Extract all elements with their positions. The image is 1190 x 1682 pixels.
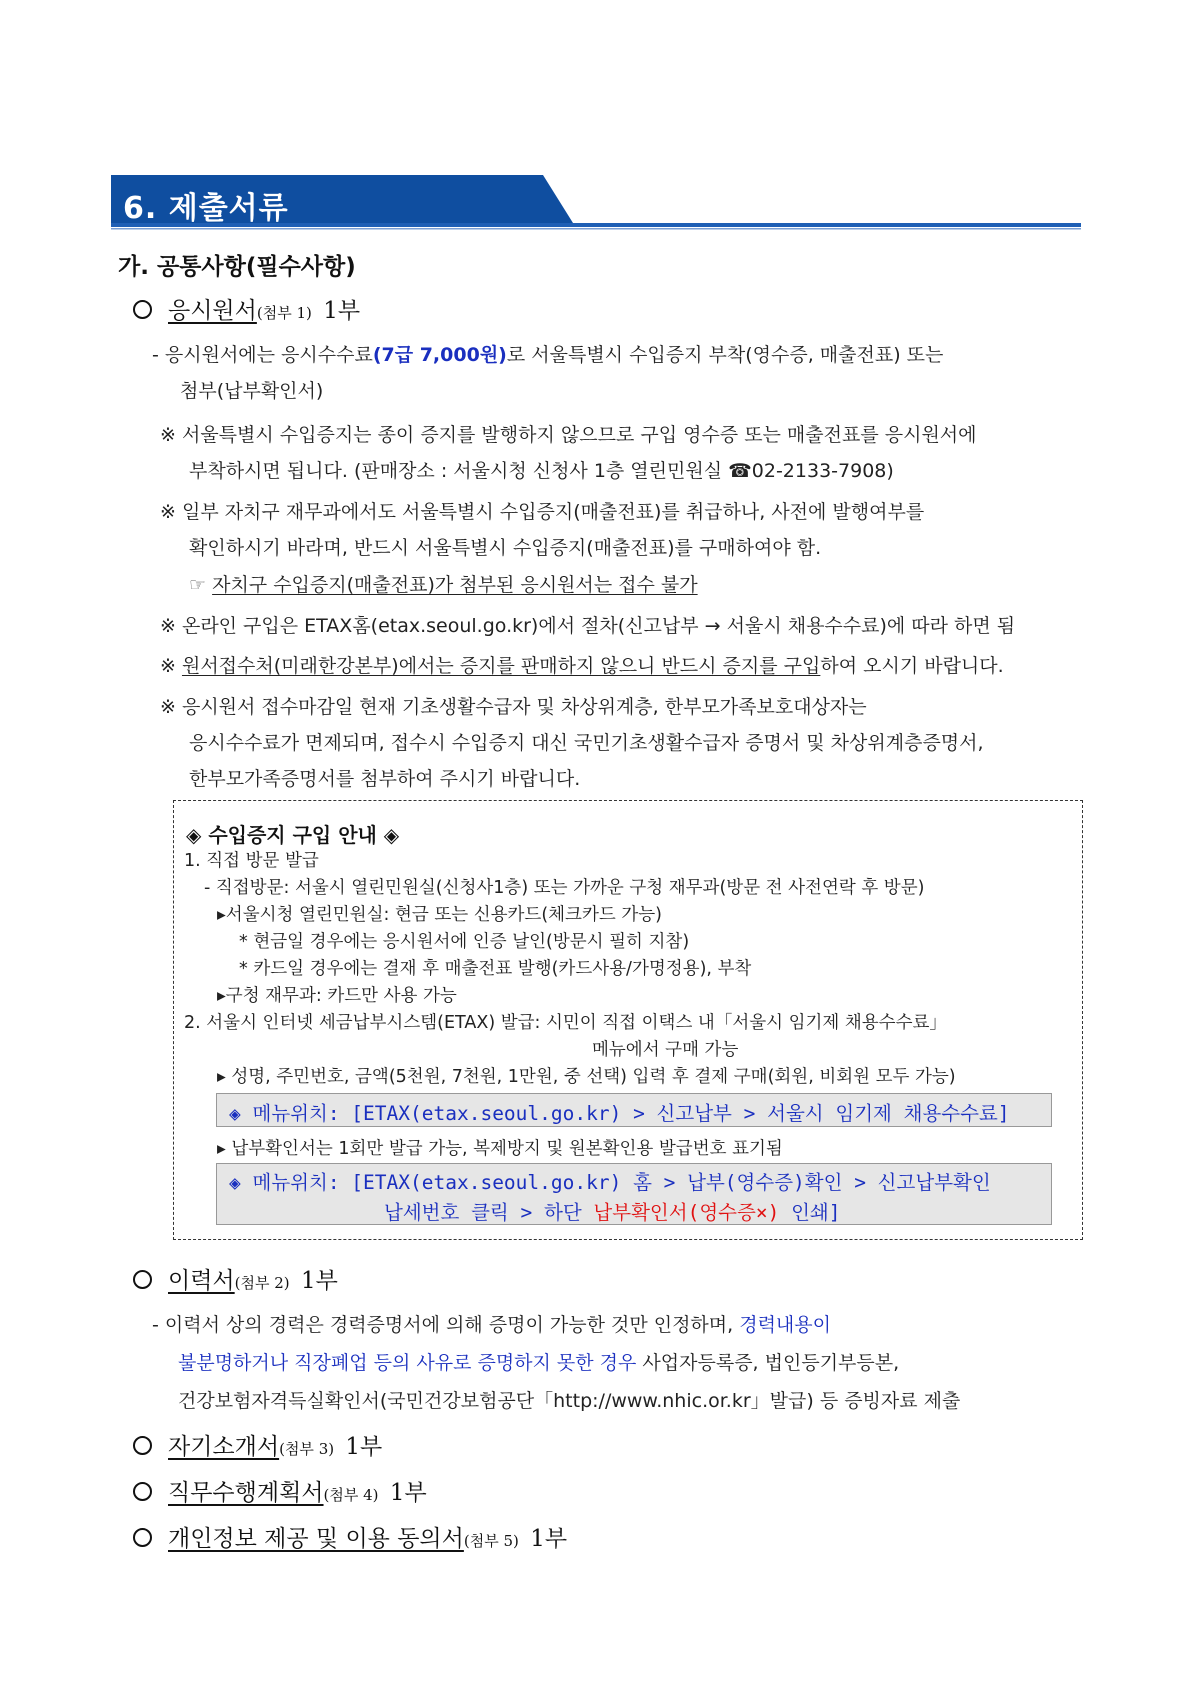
circle-bullet-icon	[133, 1528, 152, 1547]
circle-bullet-icon	[133, 300, 152, 319]
circle-bullet-icon	[133, 1270, 152, 1289]
info-line: 2. 서울시 인터넷 세금납부시스템(ETAX) 발급: 시민이 직접 이택스 내「서울시 임기제 채용수수료」	[184, 1013, 947, 1033]
section-header	[111, 175, 1081, 231]
note-5-line-2: 응시수수료가 면제되며, 접수시 수입증지 대신 국민기초생활수급자 증명서 및 차상위계층증명서,	[189, 732, 984, 754]
note-2-line-2: 확인하시기 바라며, 반드시 서울특별시 수입증지(매출전표)를 구매하여야 함.	[189, 537, 822, 559]
pointing-hand-icon: ☞	[189, 574, 207, 596]
resume-line-1: - 이력서 상의 경력은 경력증명서에 의해 증명이 가능한 것만 인정하며, 경력내용이	[152, 1314, 831, 1336]
subsection-heading: 가. 공통사항(필수사항)	[118, 254, 356, 280]
note-1-line-2: 부착하시면 됩니다. (판매장소 : 서울시청 신청사 1층 열린민원실 ☎02-2133-7908)	[189, 460, 894, 482]
menu-location-text-2: 납세번호 클릭 > 하단 납부확인서(영수증×) 인쇄]	[384, 1201, 841, 1224]
doc-item-resume: 이력서(첨부 2) 1부	[133, 1262, 338, 1295]
info-box-title: ◈ 수입증지 구입 안내 ◈	[186, 823, 400, 847]
circle-bullet-icon	[133, 1436, 152, 1455]
doc-item-self-introduction: 자기소개서(첨부 3) 1부	[133, 1428, 382, 1461]
section-title: 6. 제출서류	[123, 191, 289, 226]
fee-amount: (7급 7,000원)	[372, 344, 507, 366]
info-line: - 직접방문: 서울시 열린민원실(신청사1층) 또는 가까운 구청 재무과(방문 전 사전연락 후 방문)	[204, 878, 925, 898]
note-2-line-3: ☞ 자치구 수입증지(매출전표)가 첨부된 응시원서는 접수 불가	[189, 574, 698, 596]
info-line: * 카드일 경우에는 결재 후 매출전표 발행(카드사용/가명정용), 부착	[239, 959, 752, 979]
info-line: ▸ 성명, 주민번호, 금액(5천원, 7천원, 1만원, 중 선택) 입력 후 결제 구매(회원, 비회원 모두 가능)	[217, 1067, 956, 1087]
application-fee-line-2: 첨부(납부확인서)	[180, 380, 324, 402]
note-1-line-1: ※ 서울특별시 수입증지는 종이 증지를 발행하지 않으므로 구입 영수증 또는 매출전표를 응시원서에	[160, 424, 977, 446]
info-line: * 현금일 경우에는 응시원서에 인증 날인(방문시 필히 지참)	[239, 932, 690, 952]
doc-item-privacy-consent: 개인정보 제공 및 이용 동의서(첨부 5) 1부	[133, 1520, 567, 1553]
info-line: 메뉴에서 구매 가능	[592, 1040, 739, 1060]
note-5-line-1: ※ 응시원서 접수마감일 현재 기초생활수급자 및 차상위계층, 한부모가족보호대상자는	[160, 696, 867, 718]
menu-location-box-1	[216, 1093, 1052, 1127]
menu-location-box-2	[216, 1163, 1052, 1225]
note-2-line-1: ※ 일부 자치구 재무과에서도 서울특별시 수입증지(매출전표)를 취급하나, 사전에 발행여부를	[160, 501, 925, 523]
info-line: ▸구청 재무과: 카드만 사용 가능	[217, 986, 457, 1006]
note-4: ※ 원서접수처(미래한강본부)에서는 증지를 판매하지 않으니 반드시 증지를 구입하여 오시기 바랍니다.	[160, 655, 1004, 677]
menu-location-text: ◈ 메뉴위치: [ETAX(etax.seoul.go.kr) 홈 > 납부(영수증)확인 > 신고납부확인	[229, 1171, 991, 1194]
info-line: 1. 직접 방문 발급	[184, 851, 319, 871]
note-5-line-3: 한부모가족증명서를 첨부하여 주시기 바랍니다.	[189, 768, 581, 790]
doc-item-job-plan: 직무수행계획서(첨부 4) 1부	[133, 1474, 427, 1507]
application-fee-line: - 응시원서에는 응시수수료(7급 7,000원)로 서울특별시 수입증지 부착(영수증, 매출전표) 또는	[152, 344, 944, 366]
info-line: ▸서울시청 열린민원실: 현금 또는 신용카드(체크카드 가능)	[217, 905, 662, 925]
resume-line-2: 불분명하거나 직장폐업 등의 사유로 증명하지 못한 경우 사업자등록증, 법인등기부등본,	[178, 1352, 900, 1374]
info-line: ▸ 납부확인서는 1회만 발급 가능, 복제방지 및 원본확인용 발급번호 표기됨	[217, 1139, 783, 1159]
revenue-stamp-info-box	[173, 800, 1083, 1240]
menu-location-text: ◈ 메뉴위치: [ETAX(etax.seoul.go.kr) > 신고납부 > 서울시 임기제 채용수수료]	[229, 1102, 1010, 1125]
resume-line-3: 건강보험자격득실확인서(국민건강보험공단「http://www.nhic.or.kr」발급) 등 증빙자료 제출	[178, 1390, 961, 1412]
doc-item-application: 응시원서(첨부 1) 1부	[133, 292, 360, 325]
circle-bullet-icon	[133, 1482, 152, 1501]
note-3: ※ 온라인 구입은 ETAX홈(etax.seoul.go.kr)에서 절차(신고납부 → 서울시 채용수수료)에 따라 하면 됨	[160, 615, 1016, 637]
